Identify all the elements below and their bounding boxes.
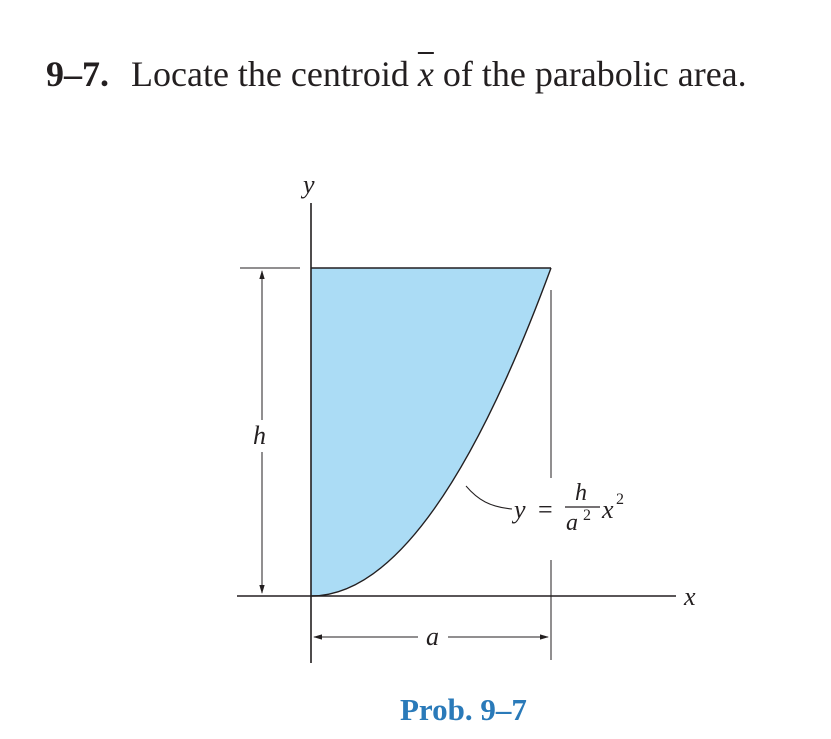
width-label: a (426, 622, 439, 651)
problem-caption: Prob. 9–7 (400, 692, 527, 727)
equation-equals: = (538, 495, 553, 524)
equation-lhs: y (514, 495, 526, 524)
equation-denominator-exp: 2 (583, 507, 591, 524)
equation-leader (466, 486, 512, 509)
centroid-symbol: $\overline{x}$ (417, 54, 434, 94)
problem-text-before: Locate the centroid (131, 54, 409, 94)
equation-numerator: h (575, 480, 587, 506)
height-label: h (253, 421, 266, 450)
equation-variable-exp: 2 (616, 491, 624, 508)
equation-denominator-base: a (566, 510, 578, 536)
equation-variable: x (602, 495, 614, 524)
problem-text-after: of the parabolic area. (442, 54, 747, 94)
problem-number: 9–7. (46, 54, 109, 94)
parabola-equation (511, 480, 624, 536)
y-axis-label: y (303, 170, 315, 199)
parabolic-area (311, 268, 551, 596)
x-axis-label: x (684, 582, 696, 611)
